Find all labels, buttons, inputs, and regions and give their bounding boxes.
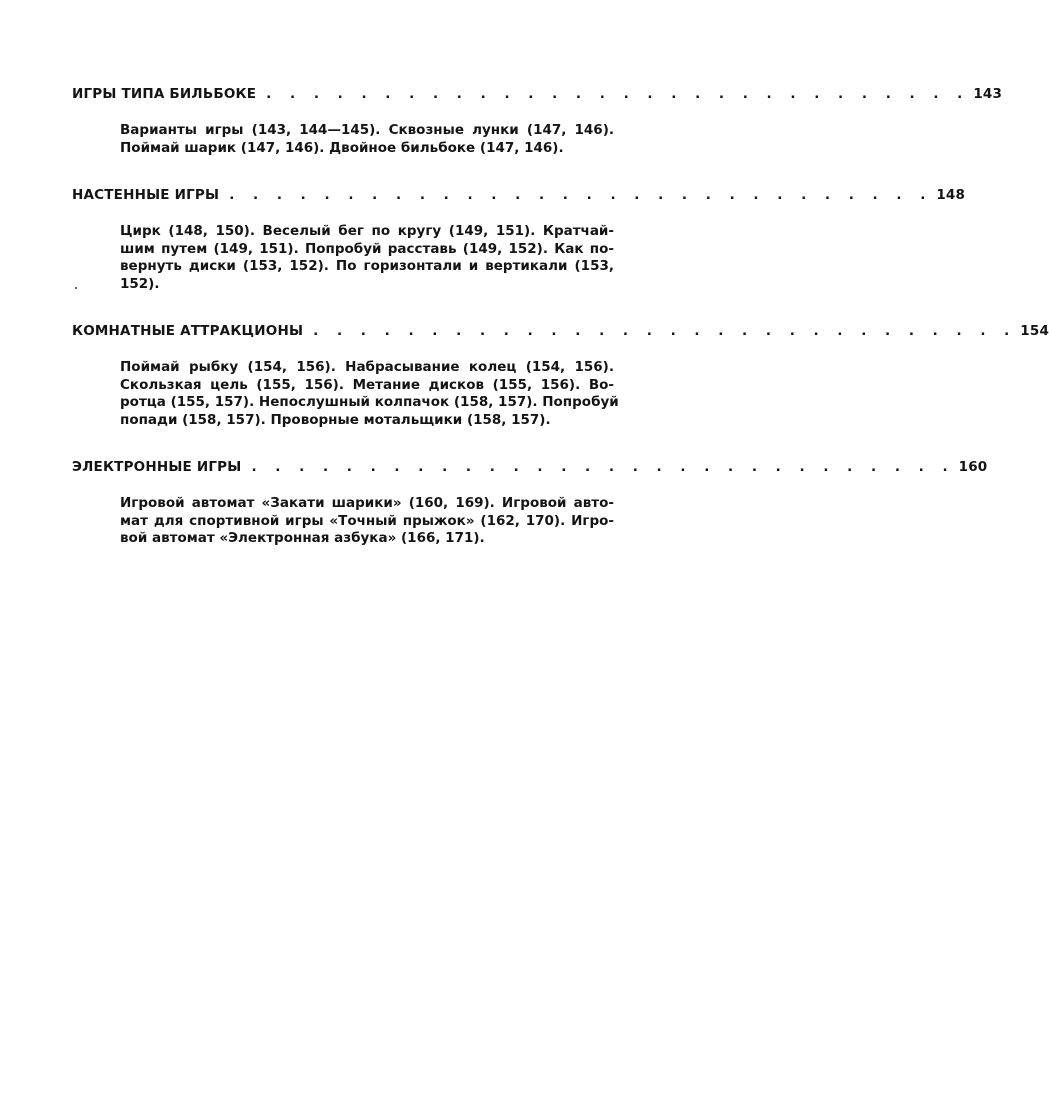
description-line: Варианты игры (143, 144—145). Сквозные лунки (147, 146). — [120, 122, 614, 138]
description-line: шим путем (149, 151). Попробуй расставь (149, 152). Как по- — [120, 240, 614, 257]
description-line: ротца (155, 157). Непослушный колпачок (158, 157). Попробуй — [120, 394, 619, 410]
toc-entry-wall-games — [72, 185, 966, 293]
dot-leader: . . . . . . . . . . . . . . . . . . . . . . . . . . . . . . — [313, 323, 1017, 339]
toc-entry-description — [120, 122, 614, 157]
toc-entry-heading — [72, 185, 966, 205]
description-line: 152). — [120, 275, 160, 292]
description-line: попади (158, 157). Проворные мотальщики (158, 157). — [120, 411, 551, 428]
dot-leader: . . . . . . . . . . . . . . . . . . . . . . . . . . . . . . — [229, 187, 933, 203]
description-line: вой автомат «Электронная азбука» (166, 171). — [120, 530, 485, 546]
dot-leader: . . . . . . . . . . . . . . . . . . . . . . . . . . . . . . — [251, 459, 955, 475]
toc-entry-page-number: 148 — [936, 187, 966, 203]
print-speck — [75, 287, 77, 289]
description-line: Скользкая цель (155, 156). Метание дисков (155, 156). Во- — [120, 376, 614, 393]
toc-entry-bilboke — [72, 84, 1003, 157]
description-line: Цирк (148, 150). Веселый бег по кругу (149, 151). Кратчай- — [120, 223, 614, 239]
toc-entry-description — [120, 223, 614, 293]
description-line: Игровой автомат «Закати шарики» (160, 169). Игровой авто- — [120, 495, 614, 511]
description-line: мат для спортивной игры «Точный прыжок» (162, 170). Игро- — [120, 512, 614, 529]
description-line: Поймай шарик (147, 146). Двойное бильбоке (147, 146). — [120, 139, 564, 156]
toc-entry-electronic-games — [72, 457, 988, 548]
toc-entry-title: ЭЛЕКТРОННЫЕ ИГРЫ — [72, 459, 242, 475]
dot-leader: . . . . . . . . . . . . . . . . . . . . . . . . . . . . . . — [266, 86, 970, 102]
toc-entry-heading — [72, 84, 1003, 104]
toc-entry-description — [120, 495, 614, 548]
toc-entry-title: КОМНАТНЫЕ АТТРАКЦИОНЫ — [72, 323, 304, 339]
toc-entry-room-attractions — [72, 321, 1049, 429]
toc-entry-title: НАСТЕННЫЕ ИГРЫ — [72, 187, 220, 203]
toc-entry-title: ИГРЫ ТИПА БИЛЬБОКЕ — [72, 86, 257, 102]
toc-entry-heading — [72, 321, 1049, 341]
toc-entry-page-number: 143 — [973, 86, 1003, 102]
description-line: вернуть диски (153, 152). По горизонтали и вертикали (153, — [120, 258, 614, 274]
description-line: Поймай рыбку (154, 156). Набрасывание колец (154, 156). — [120, 359, 614, 375]
toc-entry-page-number: 160 — [958, 459, 988, 475]
table-of-contents — [72, 84, 1049, 576]
toc-entry-page-number: 154 — [1020, 323, 1049, 339]
toc-entry-heading — [72, 457, 988, 477]
toc-entry-description — [120, 359, 619, 429]
